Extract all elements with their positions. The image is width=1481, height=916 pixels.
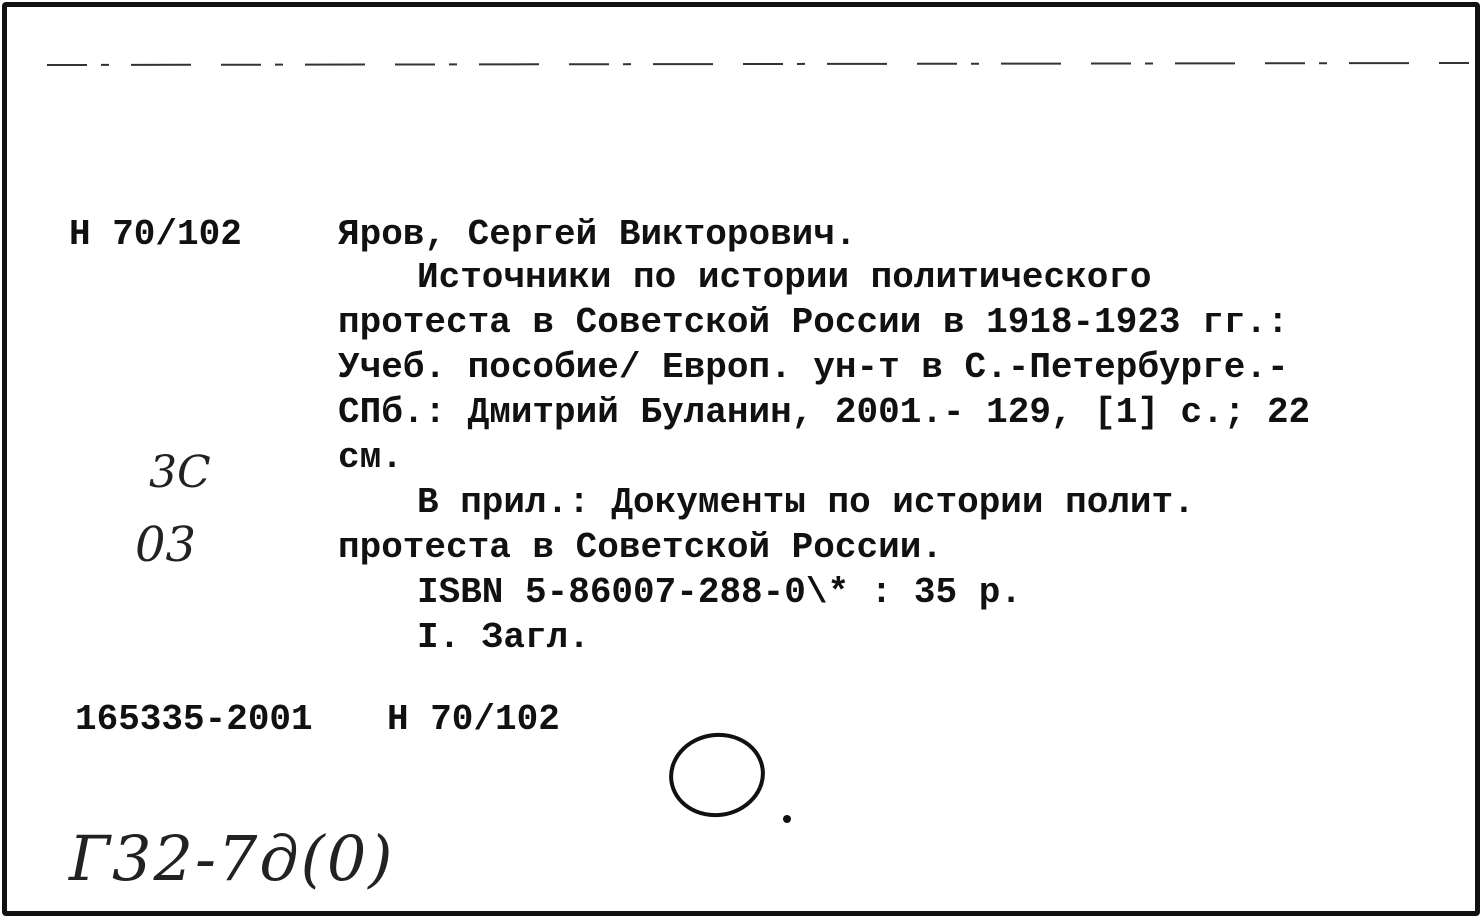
title-line-1-text: Источники по истории политического	[417, 257, 1152, 298]
tracing-line: I. Загл.	[417, 617, 590, 658]
handwritten-bottom-note: Г32-7д(0)	[69, 822, 395, 895]
card-marks	[7, 7, 1475, 911]
top-rule	[47, 63, 1469, 65]
handwritten-code-1: 3С	[149, 447, 211, 498]
hand-drawn-circle	[666, 729, 768, 821]
footer-call-number: Н 70/102	[387, 699, 560, 740]
call-number: Н 70/102	[69, 214, 242, 255]
note-line-2: протеста в Советской России.	[338, 527, 943, 568]
title-line-3: Учеб. пособие/ Европ. ун-т в С.-Петербурге.-	[338, 347, 1289, 388]
author-heading: Яров, Сергей Викторович.	[338, 214, 857, 255]
catalog-card	[2, 2, 1480, 916]
handwritten-code-2: 03	[135, 517, 197, 573]
title-line-4: СПб.: Дмитрий Буланин, 2001.- 129, [1] с.; 22	[338, 392, 1311, 433]
title-line-1	[417, 257, 1446, 298]
note-line-1: В прил.: Документы по истории полит.	[417, 482, 1195, 523]
record-number: 165335-2001	[75, 699, 313, 740]
title-line-5: см.	[338, 437, 403, 478]
title-line-2: протеста в Советской России в 1918-1923 гг.:	[338, 302, 1289, 343]
isbn-line: ISBN 5-86007-288-0\* : 35 р.	[417, 572, 1022, 613]
ink-dot	[783, 815, 791, 823]
